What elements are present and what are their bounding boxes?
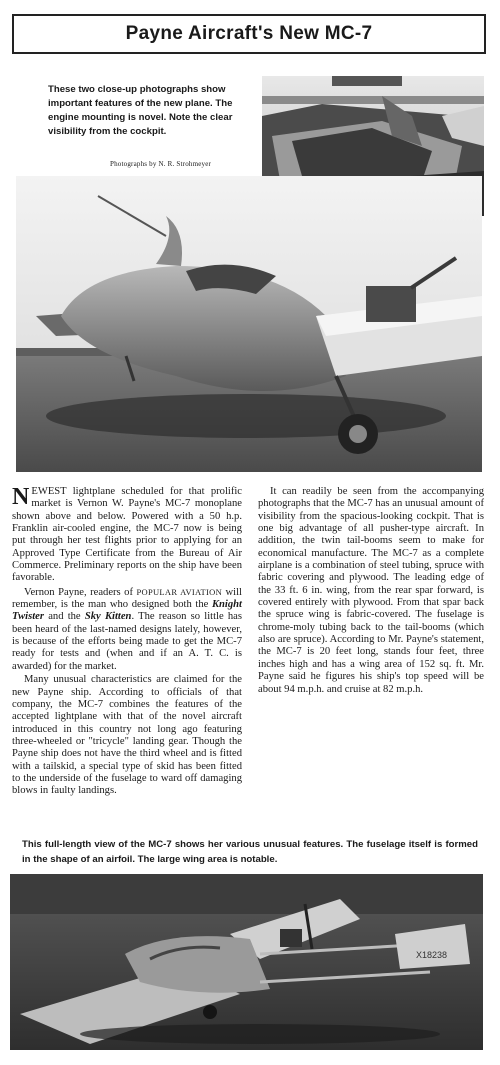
title-knight-twister: Knight Twister [12, 599, 242, 623]
paragraph-3: Many unusual characteristics are claimed for the new Payne ship. According to officials of that company, the MC-7 combines the features of the accepted lightplane with that of the novel aircraft introduced in this country not long ago featuring three-wheeled or "tricycle" landing gear. Though the Payne ship does not have the third wheel and is fitted with a tailskid, a special type of skid has been fitted to the underside of the fuselage to ward off damaging blows in faulty landings. [12, 674, 242, 797]
photo-front-view [16, 176, 482, 472]
drop-cap: N [12, 484, 30, 510]
paragraph-2: Vernon Payne, readers of POPULAR AVIATION will remember, is the man who designed both the Knight Twister and the Sky Kitten. The reason so little has been heard of the last-named designs lately, however, is because of the efforts being made to get the MC-7 ready for tests and (when and if an A. T. C. is awarded) for the market. [12, 586, 243, 672]
paragraph-4: It can readily be seen from the accompanying photographs that the MC-7 has an unusual amount of visibility from the spacious-looking cockpit. That is one big advantage of all pusher-type aircraft. In addition, the twin tail-booms seem to make for economical manufacture. The MC-7 as a complete airplane is a combination of steel tubing, spruce with fabric covering and plywood. The leading edge of the 33 ft. 6 in. wing, from the rear spar forward, is covered entirely with plywood. From that spar back the spruce wing is fabric-covered. The fuselage is chrome-moly tubing back to the tail-booms (which also are spruce). According to Mr. Payne's statement, the MC-7 is 20 feet long, stands four feet, three inches high and has a wing area of 152 sq. ft. Mr. Payne said he figures his ship's top speed will be about 94 m.p.h. and cruise at 82 m.p.h. [258, 486, 484, 695]
paragraph-1: NEWEST lightplane scheduled for that prolific market is Vernon W. Payne's MC-7 monoplane shown above and below. Powered with a 50 h.p. Franklin air-cooled engine, the MC-7 now is being put through her test flights prior to applying for an Approved Type Certificate from the Bureau of Air Commerce. Preliminary reports on the ship have been favorable. [12, 484, 242, 584]
article-title: Payne Aircraft's New MC-7 [125, 23, 373, 44]
photo-full-length [10, 874, 483, 1050]
title-sky-kitten: Sky Kitten [84, 611, 132, 623]
caption-bottom: This full-length view of the MC-7 shows her various unusual features. The fuselage itself is formed in the shape of an airfoil. The large wing area is notable. [22, 839, 478, 865]
article-column-1 [12, 486, 242, 799]
aircraft-registration: X18238 [416, 950, 448, 960]
photo-credit: Photographs by N. R. Strohmeyer [110, 160, 212, 168]
title-box [12, 14, 486, 54]
publication-name: POPULAR AVIATION [136, 586, 223, 597]
article-column-2 [258, 486, 484, 697]
caption-top: These two close-up photographs show important features of the new plane. The engine mounting is novel. Note the clear visibility from the cockpit. [48, 84, 233, 137]
